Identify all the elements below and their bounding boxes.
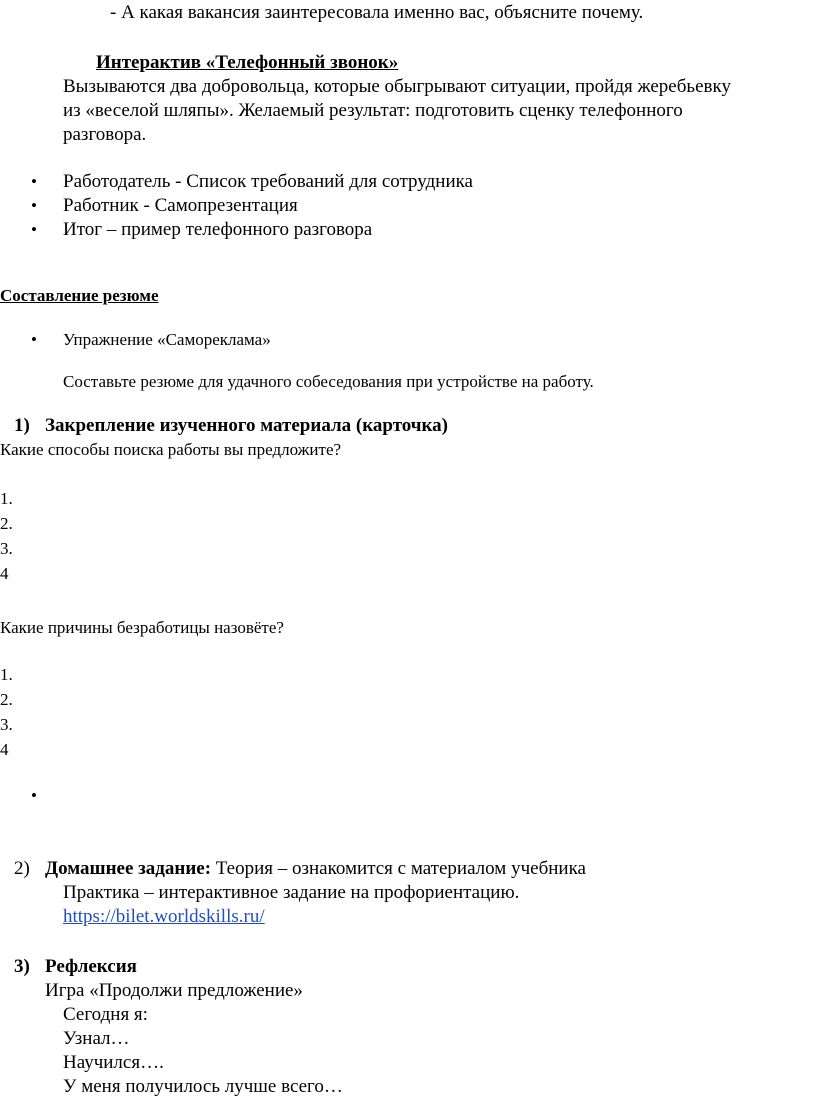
- answer-line: 2.: [0, 690, 13, 709]
- resume-task: Составьте резюме для удачного собеседования при устройстве на работу.: [63, 372, 594, 391]
- section-number: 3): [14, 956, 30, 977]
- reflection-heading: Рефлексия: [45, 956, 137, 977]
- resume-exercise: Упражнение «Самореклама»: [63, 330, 271, 349]
- reflection-game: Игра «Продолжи предложение»: [45, 980, 303, 1001]
- interactive-heading: Интерактив «Телефонный звонок»: [96, 52, 399, 73]
- reflection-line: Научился….: [63, 1052, 164, 1073]
- bullet-icon: •: [31, 172, 37, 191]
- list-item: Итог – пример телефонного разговора: [63, 219, 373, 240]
- interactive-paragraph-line-1: Вызываются два добровольца, которые обыгрывают ситуации, пройдя жеребьевку: [63, 76, 731, 97]
- reflection-line: Узнал…: [63, 1028, 130, 1049]
- list-item: Работодатель - Список требований для сотрудника: [63, 171, 473, 192]
- homework-practice: Практика – интерактивное задание на профориентацию.: [63, 882, 520, 903]
- answer-line: 3.: [0, 715, 13, 734]
- interactive-paragraph-line-3: разговора.: [63, 124, 147, 145]
- section-number: 2): [14, 858, 30, 879]
- homework-line: [45, 858, 586, 880]
- question-2: Какие причины безработицы назовёте?: [0, 618, 284, 637]
- intro-line: - А какая вакансия заинтересовала именно вас, объясните почему.: [110, 2, 644, 23]
- bullet-icon: •: [31, 196, 37, 215]
- worldskills-link[interactable]: [63, 906, 265, 928]
- bullet-icon: •: [31, 220, 37, 239]
- answer-line: 3.: [0, 539, 13, 558]
- homework-theory: Теория – ознакомится с материалом учебника: [211, 858, 586, 879]
- section-number: 1): [14, 415, 30, 436]
- homework-label: Домашнее задание:: [45, 858, 212, 879]
- answer-line: 4: [0, 740, 9, 759]
- answer-line: 4: [0, 564, 9, 583]
- consolidation-heading: Закрепление изученного материала (карточка): [45, 415, 448, 436]
- resume-heading: Составление резюме: [0, 286, 159, 305]
- interactive-paragraph-line-2: из «веселой шляпы». Желаемый результат: подготовить сценку телефонного: [63, 100, 683, 121]
- answer-line: 1.: [0, 665, 13, 684]
- reflection-line: Сегодня я:: [63, 1004, 148, 1025]
- answer-line: 1.: [0, 489, 13, 508]
- empty-bullet-icon: •: [31, 786, 37, 805]
- answer-line: 2.: [0, 514, 13, 533]
- question-1: Какие способы поиска работы вы предложите?: [0, 440, 342, 459]
- list-item: Работник - Самопрезентация: [63, 195, 298, 216]
- bullet-icon: •: [31, 330, 37, 349]
- reflection-line: У меня получилось лучше всего…: [63, 1076, 343, 1097]
- worldskills-link-text[interactable]: https://bilet.worldskills.ru/: [63, 906, 265, 927]
